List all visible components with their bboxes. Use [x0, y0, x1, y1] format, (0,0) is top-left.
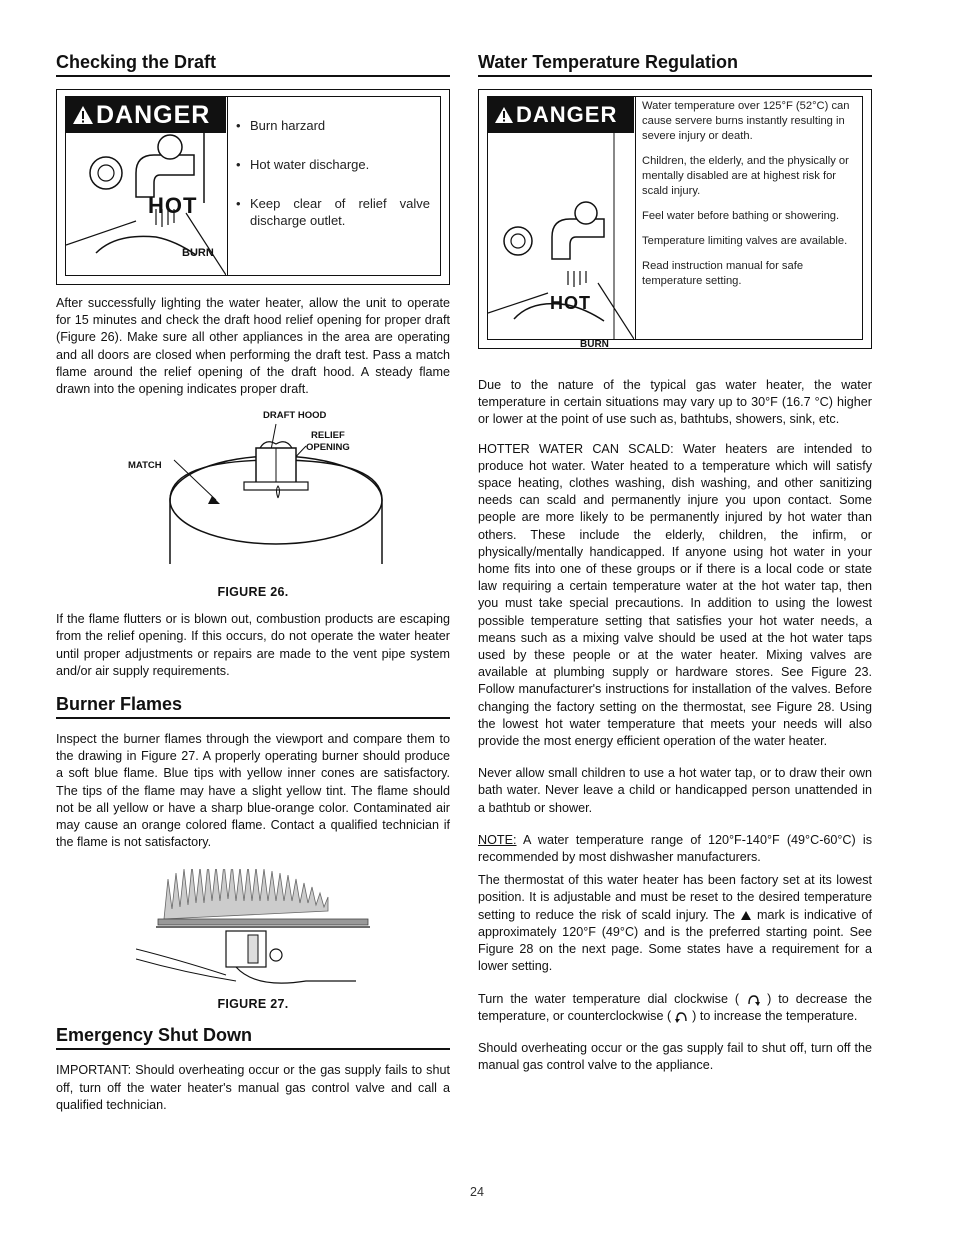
label-match: MATCH: [128, 460, 162, 472]
warning-triangle-icon: [72, 105, 94, 125]
page-number: 24: [470, 1185, 484, 1199]
danger-illustration: [488, 97, 636, 350]
heading-water-temperature: Water Temperature Regulation: [478, 52, 872, 77]
clockwise-arrow-icon: [746, 993, 760, 1006]
danger-warning-item: Read instruction manual for safe temperature setting.: [642, 260, 804, 287]
label-opening: OPENING: [306, 442, 350, 454]
danger-box-burn: [56, 89, 450, 285]
label-draft-hood: DRAFT HOOD: [263, 410, 327, 422]
hot-label: HOT: [148, 193, 198, 218]
draft-hood-drawing: [146, 420, 406, 570]
counterclockwise-arrow-icon: [675, 1010, 689, 1023]
hot-label: HOT: [550, 293, 591, 313]
figure-26-caption: FIGURE 26.: [217, 585, 289, 600]
figure-27: [56, 869, 450, 999]
note-text: A water temperature range of 120°F-140°F (49°C-60°C) is recommended by most dishwasher manufacturers.: [478, 832, 872, 865]
label-relief: RELIEF: [311, 430, 345, 442]
dial-text-c: ) to increase the temperature.: [688, 1008, 858, 1023]
warning-triangle-icon: [494, 106, 514, 124]
gas-valve-paragraph: Should overheating occur or the gas supply fail to shut off, turn off the manual gas control valve to the appliance.: [478, 1040, 872, 1073]
emergency-paragraph: IMPORTANT: Should overheating occur or the gas supply fails to shut off, turn off the water heater's manual gas control valve and call a qualified technician.: [56, 1063, 450, 1112]
thermostat-paragraph: [478, 872, 872, 975]
triangle-mark-icon: [740, 910, 752, 921]
figure-26: [56, 410, 450, 585]
danger-illustration: [66, 97, 228, 275]
burn-label: BURN: [580, 339, 609, 350]
hotter-water-scald-paragraph: HOTTER WATER CAN SCALD: Water heaters are intended to produce hot water. Water heated to a temperature which will satisfy space heating, clothes washing, dish washing, and other sanitizing needs can scald and permanently injure you upon contact. Some people are more likely to be permanently injured by hot water than others. These include the elderly, children, the infirm, or physically/mentally handicapped. If anyone using hot water in your home fits into one of these groups or if there is a local code or state law requiring a certain temperature water at the hot water tap, then you must take special precautions. In addition to using the lowest possible temperature setting that satisfies your hot water needs, a means such as a mixing valve should be used at the hot water taps used by these people or at the water heater. Mixing valves are available at plumbing supply or hardware stores. See Figure 23. Follow manufacturer's instructions for installation of the valves. Before changing the factory setting on the thermostat, see Figure 28. Using the lowest hot water temperature that meets your needs will also provide the most energy efficient operation of the water heater.: [478, 441, 872, 749]
children-safety-paragraph: Never allow small children to use a hot water tap, or to draw their own bath water. Never leave a child or handicapped person unattended in a bathtub or shower.: [478, 766, 872, 815]
temperature-variation-paragraph: Due to the nature of the typical gas water heater, the water temperature in certain situations may vary up to 30°F (16.7 °C) higher or lower at the point of use such as, bathtubs, showers, sink, etc.: [478, 378, 872, 427]
danger-warning-item: Water temperature over 125°F (52°C) can cause servere burns instantly resulting in severe injury or death.: [642, 100, 850, 142]
heading-checking-draft: Checking the Draft: [56, 52, 450, 77]
danger-warning-item: Temperature limiting valves are available.: [642, 235, 848, 247]
danger-box-scald: [478, 89, 872, 349]
dial-paragraph: [478, 991, 872, 1025]
note-paragraph: [478, 832, 872, 866]
dial-text-b: ) to decrease the temperature, or counterclockwise (: [478, 991, 872, 1023]
thermostat-text-b: mark is indicative of approximately 120°F (49°C) and is the preferred starting point. See Figure 28 on the next page. Some states have a requirement for a lower setting.: [478, 907, 872, 974]
danger-warning-list: [636, 97, 862, 339]
flame-paragraph: If the flame flutters or is blown out, combustion products are escaping from the relief opening. If this occurs, do not operate the water heater until proper adjustments or repairs are made to the vent pipe system and/or air supply requirements.: [56, 612, 450, 678]
danger-bullet-list: [228, 97, 440, 275]
dial-text-a: Turn the water temperature dial clockwise (: [478, 991, 747, 1006]
right-column: [478, 52, 872, 1074]
danger-warning-item: Children, the elderly, and the physically or mentally disabled are at highest risk for scald injury.: [642, 155, 849, 197]
thermostat-text-a: The thermostat of this water heater has been factory set at its lowest position. It is adjustable and must be reset to the desired temperature setting to reduce the risk of scald injury. The: [478, 873, 872, 922]
heading-burner-flames: Burner Flames: [56, 694, 450, 719]
burn-label: BURN: [182, 247, 214, 259]
left-column: [56, 52, 450, 1114]
figure-27-caption: FIGURE 27.: [217, 997, 289, 1012]
danger-bullet: • Hot water discharge.: [236, 156, 430, 173]
burner-flame-drawing: [136, 869, 396, 999]
danger-bullet: • Burn harzard: [236, 117, 430, 134]
heading-emergency-shut-down: Emergency Shut Down: [56, 1025, 450, 1050]
note-label: NOTE:: [478, 832, 517, 847]
danger-label: DANGER: [488, 97, 634, 133]
burner-paragraph: Inspect the burner flames through the viewport and compare them to the drawing in Figure 27. A properly operating burner should produce a soft blue flame. Blue tips with yellow inner cones are satisfactory. The tips of the flame may have a slight yellow tint. The flame should not be all yellow or have a sharp blue-orange color. Contaminated air may cause an orange colored flame. Contact a qualified technician if the flame is not satisfactory.: [56, 732, 450, 850]
draft-paragraph: After successfully lighting the water heater, allow the unit to operate for 15 minutes and check the draft hood relief opening for proper draft (Figure 26). Make sure all other appliances in the area are operating and all doors are closed when performing the draft test. Pass a match flame around the relief opening of the draft hood. A steady flame drawn into the opening indicates proper draft.: [56, 296, 450, 397]
danger-label: DANGER: [66, 97, 226, 133]
danger-warning-item: Feel water before bathing or showering.: [642, 210, 840, 222]
danger-bullet: • Keep clear of relief valve discharge outlet.: [236, 195, 430, 229]
